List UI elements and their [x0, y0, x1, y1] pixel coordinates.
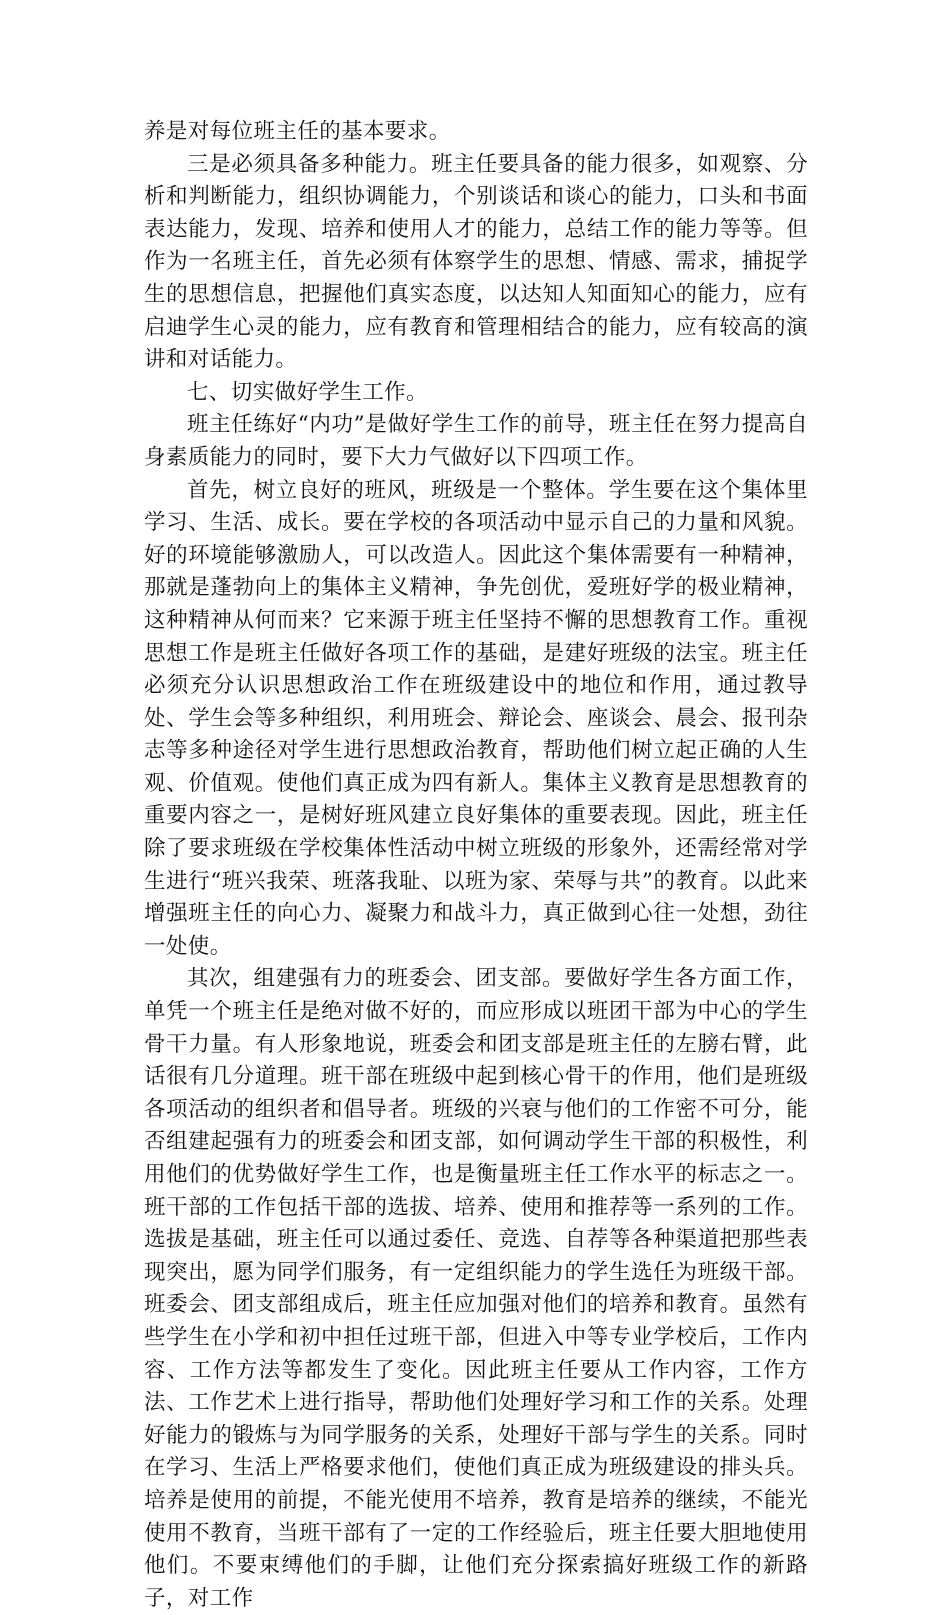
paragraph-class-spirit: 首先，树立良好的班风，班级是一个整体。学生要在这个集体里学习、生活、成长。要在学校的各项活动中显示自己的力量和风貌。好的环境能够激励人，可以改造人。因此这个集体需要有一种精神，那就是蓬勃向上的集体主义精神，争先创优，爱班好学的极业精神，这种精神从何而来？它来源于班主任坚持不懈的思想教育工作。重视思想工作是班主任做好各项工作的基础，是建好班级的法宝。班主任必须充分认识思想政治工作在班级建设中的地位和作用，通过教导处、学生会等多种组织，利用班会、辩论会、座谈会、晨会、报刊杂志等多种途径对学生进行思想政治教育，帮助他们树立起正确的人生观、价值观。使他们真正成为四有新人。集体主义教育是思想教育的重要内容之一，是树好班风建立良好集体的重要表现。因此，班主任除了要求班级在学校集体性活动中树立班级的形象外，还需经常对学生进行“班兴我荣、班落我耻、以班为家、荣辱与共”的教育。以此来增强班主任的向心力、凝聚力和战斗力，真正做到心往一处想，劲往一处使。 — [144, 477, 808, 959]
paragraph-continuation: 养是对每位班主任的基本要求。 — [144, 119, 451, 144]
section-heading-student-work: 七、切实做好学生工作。 — [187, 379, 428, 405]
document-body — [144, 116, 808, 1615]
paragraph-inner-skill: 班主任练好“内功”是做好学生工作的前导，班主任在努力提高自身素质能力的同时，要下大力气做好以下四项工作。 — [144, 412, 808, 470]
paragraph-class-committee: 其次，组建强有力的班委会、团支部。要做好学生各方面工作，单凭一个班主任是绝对做不好的，而应形成以班团干部为中心的学生骨干力量。有人形象地说，班委会和团支部是班主任的左膀右臂，此话很有几分道理。班干部在班级中起到核心骨干的作用，他们是班级各项活动的组织者和倡导者。班级的兴衰与他们的工作密不可分，能否组建起强有力的班委会和团支部，如何调动学生干部的积极性，利用他们的优势做好学生工作，也是衡量班主任工作水平的标志之一。班干部的工作包括干部的选拔、培养、使用和推荐等一系列的工作。选拔是基础，班主任可以通过委任、竞选、自荐等各种渠道把那些表现突出，愿为同学们服务，有一定组织能力的学生选任为班级干部。班委会、团支部组成后，班主任应加强对他们的培养和教育。虽然有些学生在小学和初中担任过班干部，但进入中等专业学校后，工作内容、工作方法等都发生了变化。因此班主任要从工作内容，工作方法、工作艺术上进行指导，帮助他们处理好学习和工作的关系。处理好能力的锻炼与为同学服务的关系，处理好干部与学生的关系。同时在学习、生活上严格要求他们，使他们真正成为班级建设的排头兵。培养是使用的前提，不能光使用不培养，教育是培养的继续，不能光使用不教育，当班干部有了一定的工作经验后，班主任要大胆地使用他们。不要束缚他们的手脚，让他们充分探索搞好班级工作的新路子，对工作 — [144, 966, 808, 1611]
paragraph-abilities: 三是必须具备多种能力。班主任要具备的能力很多，如观察、分析和判断能力，组织协调能力，个别谈话和谈心的能力，口头和书面表达能力，发现、培养和使用人才的能力，总结工作的能力等等。但作为一名班主任，首先必须有体察学生的思想、情感、需求，捕捉学生的思想信息，把握他们真实态度，以达知人知面知心的能力，应有启迪学生心灵的能力，应有教育和管理相结合的能力，应有较高的演讲和对话能力。 — [144, 151, 808, 373]
